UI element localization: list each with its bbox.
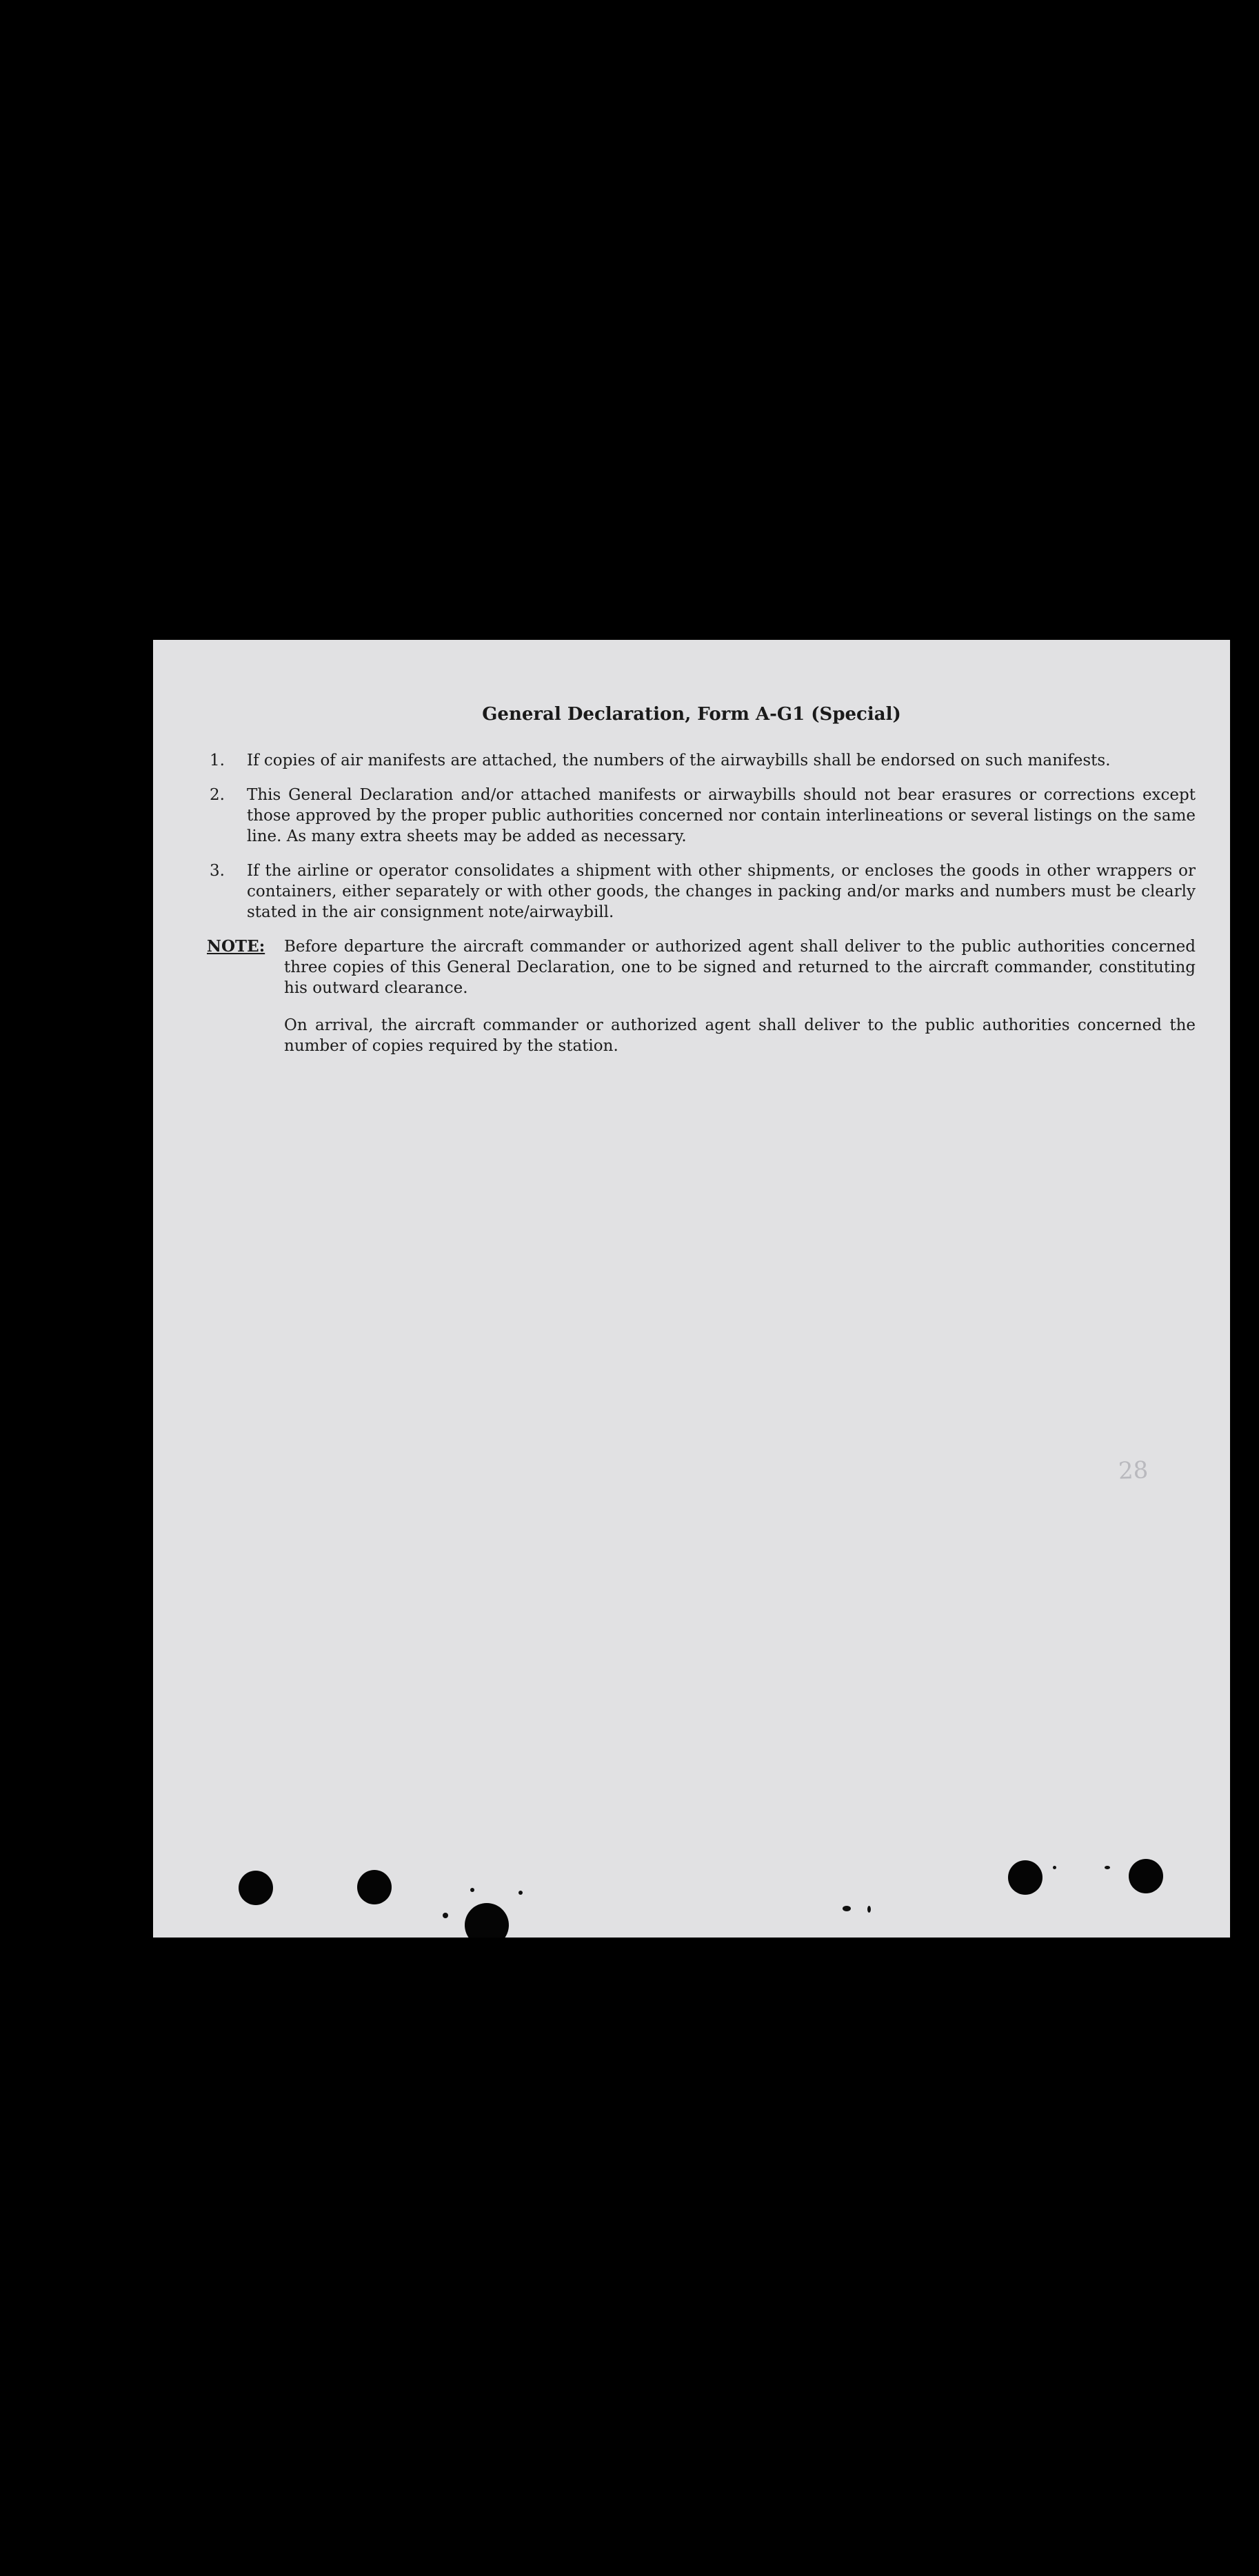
instruction-number: 2. <box>210 786 225 804</box>
instruction-text: If the airline or operator consolidates a shipment with other shipments, or encloses the goods in other wrappers or containers, either separately or with other goods, the changes in packing and/or marks and numbers must be clearly stated in the air consignment note/airwaybill. <box>247 862 1196 921</box>
instruction-text: This General Declaration and/or attached manifests or airwaybills should not bear erasures or corrections except those approved by the proper public authorities concerned nor contain interlineations or several listings on the same line. As many extra sheets may be added as necessary. <box>247 786 1196 845</box>
punch-hole <box>357 1870 392 1904</box>
speck <box>1053 1866 1056 1869</box>
speck <box>867 1906 871 1913</box>
instruction-item-3 <box>207 861 1196 923</box>
speck <box>1105 1866 1110 1869</box>
instruction-number: 1. <box>210 752 225 769</box>
speck <box>843 1906 851 1911</box>
note-body <box>284 936 1196 1073</box>
instruction-number: 3. <box>210 862 225 880</box>
bleed-through-mark: 28 <box>1118 1456 1149 1485</box>
document-title: General Declaration, Form A-G1 (Special) <box>482 704 901 725</box>
speck <box>443 1913 448 1918</box>
note-block <box>207 936 1196 1073</box>
note-paragraph-departure: Before departure the aircraft commander or authorized agent shall deliver to the public authorities concerned three copies of this General Declaration, one to be signed and returned to the aircraft commander, constituting his outward clearance. <box>284 938 1196 997</box>
instruction-item-1 <box>207 750 1196 771</box>
punch-hole <box>1008 1860 1043 1895</box>
note-label: NOTE: <box>207 937 265 956</box>
instructions-list <box>207 750 1196 1073</box>
document-page <box>153 640 1230 1938</box>
speck <box>470 1888 474 1892</box>
punch-hole <box>239 1871 273 1905</box>
note-paragraph-arrival: On arrival, the aircraft commander or authorized agent shall deliver to the public authorities concerned the number of copies required by the station. <box>284 1016 1196 1055</box>
speck <box>518 1891 523 1895</box>
instruction-item-2 <box>207 785 1196 847</box>
instruction-text: If copies of air manifests are attached, the numbers of the airwaybills shall be endorsed on such manifests. <box>247 752 1111 769</box>
punch-hole <box>1129 1859 1163 1893</box>
torn-hole <box>465 1903 509 1938</box>
